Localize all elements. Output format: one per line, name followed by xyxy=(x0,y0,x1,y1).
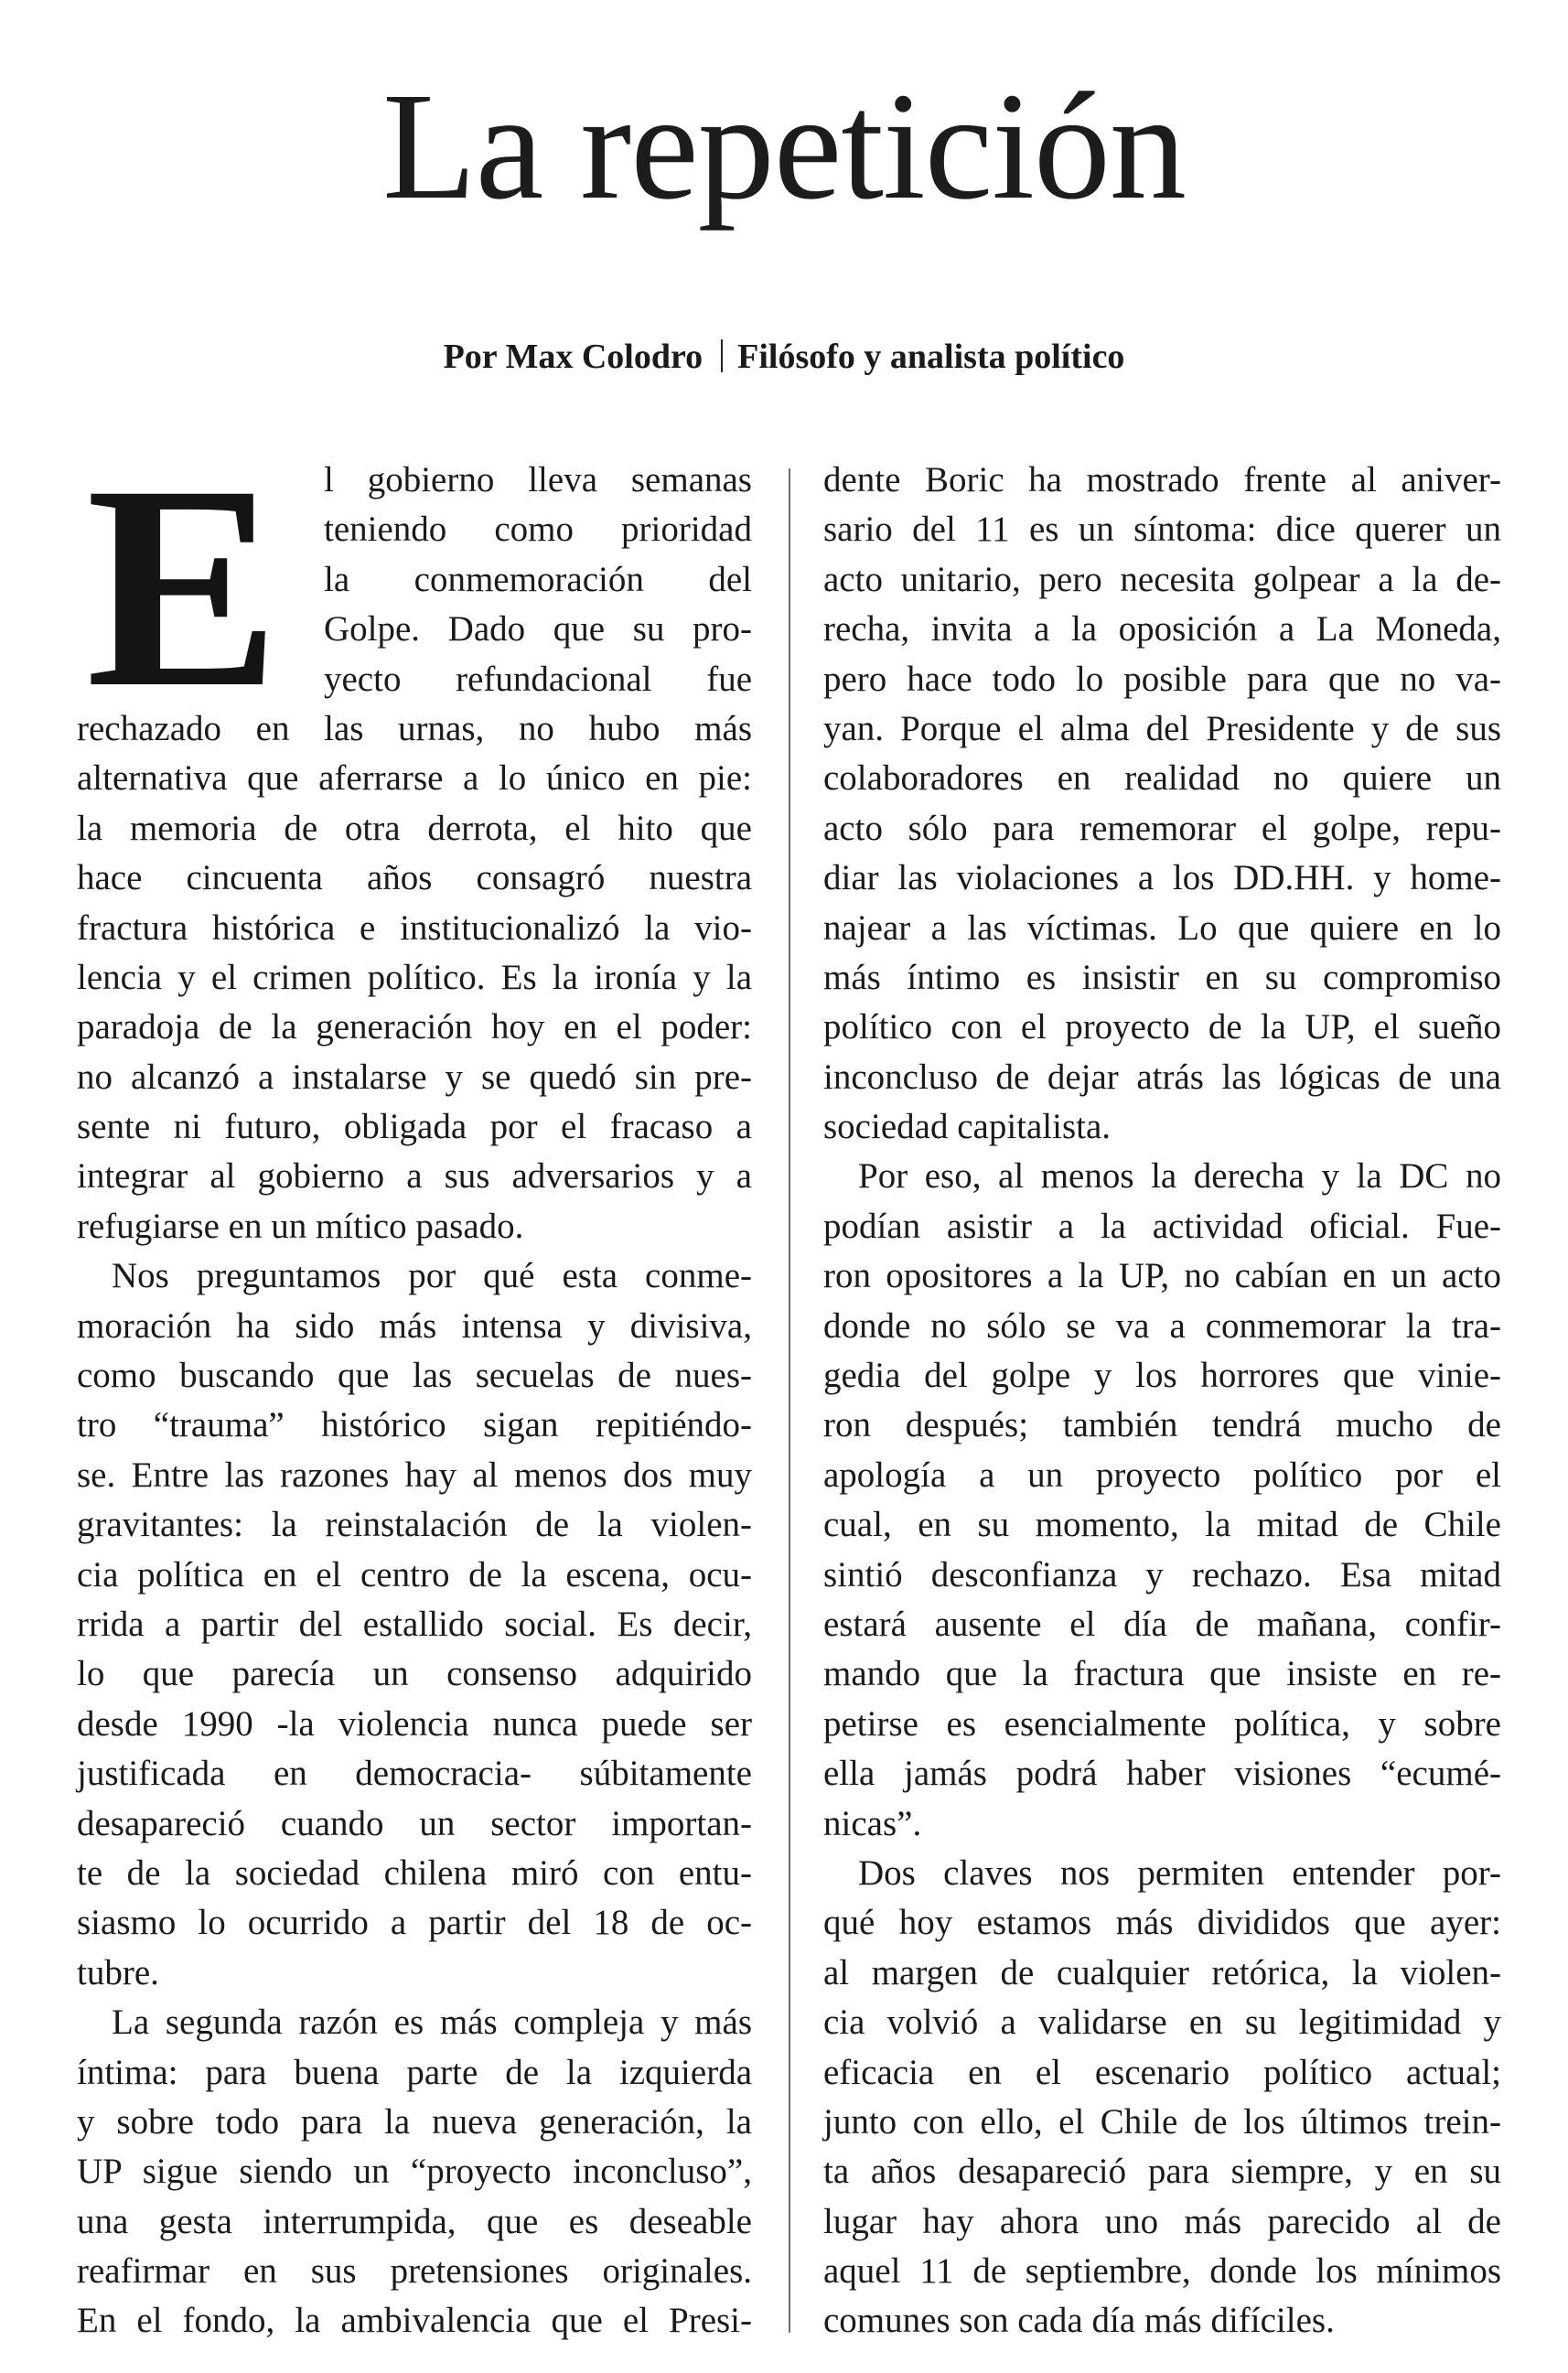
article-column-left xyxy=(77,425,752,2346)
text-line: donde no sólo se va a conmemorar la tra- xyxy=(823,1305,1501,1346)
text-line: cia política en el centro de la escena, ocu- xyxy=(77,1554,752,1595)
text-line: acto sólo para rememorar el golpe, repu- xyxy=(823,808,1501,848)
text-line: gravitantes: la reinstalación de la violen- xyxy=(77,1505,752,1545)
text-line: paradoja de la generación hoy en el poder: xyxy=(77,1007,752,1047)
text-line: petirse es esencialmente política, y sobre xyxy=(823,1703,1501,1744)
text-line: najear a las víctimas. Lo que quiere en lo xyxy=(823,907,1501,948)
text-line: ron después; también tendrá mucho de xyxy=(823,1405,1501,1445)
text-line: sociedad capitalista. xyxy=(823,1107,1112,1147)
text-line: y sobre todo para la nueva generación, la xyxy=(77,2101,752,2142)
text-line: más íntimo es insistir en su compromiso xyxy=(823,957,1501,997)
text-line: moración ha sido más intensa y divisiva, xyxy=(77,1305,752,1346)
text-line: refugiarse en un mítico pasado. xyxy=(77,1206,524,1246)
text-line: la conmemoración del xyxy=(324,559,752,599)
text-line: ta años desapareció para siempre, y en su xyxy=(823,2152,1501,2192)
text-line: rechazado en las urnas, no hubo más xyxy=(77,708,752,748)
column-divider xyxy=(789,468,790,2333)
text-line: desapareció cuando un sector importan- xyxy=(77,1803,752,1843)
text-line: alternativa que aferrarse a lo único en pie: xyxy=(77,758,752,799)
text-line: se. Entre las razones hay al menos dos muy xyxy=(77,1455,752,1495)
text-line: tubre. xyxy=(77,1952,159,1992)
text-line: no alcanzó a instalarse y se quedó sin pre- xyxy=(77,1057,752,1097)
text-line: una gesta interrumpida, que es deseable xyxy=(77,2201,752,2241)
text-line: UP sigue siendo un “proyecto inconcluso”, xyxy=(77,2152,752,2192)
text-line: la memoria de otra derrota, el hito que xyxy=(77,808,752,848)
text-line: sente ni futuro, obligada por el fracaso a xyxy=(77,1107,752,1147)
text-line: yecto refundacional fue xyxy=(324,659,752,699)
text-line: junto con ello, el Chile de los últimos trein- xyxy=(823,2101,1501,2142)
byline-role: Filósofo y analista político xyxy=(737,338,1125,376)
text-line: cual, en su momento, la mitad de Chile xyxy=(823,1505,1501,1545)
text-line: diar las violaciones a los DD.HH. y home- xyxy=(823,858,1501,898)
text-line: nicas”. xyxy=(823,1803,922,1843)
text-line: recha, invita a la oposición a La Moneda, xyxy=(823,609,1501,650)
text-line: colaboradores en realidad no quiere un xyxy=(823,758,1501,799)
text-line: te de la sociedad chilena miró con entu- xyxy=(77,1852,752,1893)
text-line: lugar hay ahora uno más parecido al de xyxy=(823,2201,1501,2241)
text-line: Nos preguntamos por qué esta conme- xyxy=(112,1256,752,1296)
byline xyxy=(0,329,1568,384)
text-line: yan. Porque el alma del Presidente y de sus xyxy=(823,708,1501,748)
text-line: rrida a partir del estallido social. Es decir, xyxy=(77,1604,752,1644)
text-line: gedia del golpe y los horrores que vinie- xyxy=(823,1356,1501,1396)
text-line: político con el proyecto de la UP, el sueño xyxy=(823,1007,1501,1047)
text-line: sario del 11 es un síntoma: dice querer un xyxy=(823,510,1501,550)
article-column-right xyxy=(823,456,1501,2346)
text-line: reafirmar en sus pretensiones originales. xyxy=(77,2251,752,2292)
text-line: eficacia en el escenario político actual; xyxy=(823,2052,1501,2092)
text-line: Golpe. Dado que su pro- xyxy=(324,609,752,650)
text-line: aquel 11 de septiembre, donde los mínimos xyxy=(823,2251,1501,2292)
text-line: hace cincuenta años consagró nuestra xyxy=(77,858,752,898)
text-line: Dos claves nos permiten entender por- xyxy=(858,1852,1501,1893)
text-line: La segunda razón es más compleja y más xyxy=(112,2003,752,2043)
text-line: teniendo como prioridad xyxy=(324,510,752,550)
text-line: mando que la fractura que insiste en re- xyxy=(823,1654,1501,1694)
text-line: siasmo lo ocurrido a partir del 18 de oc- xyxy=(77,1903,752,1943)
text-line: como buscando que las secuelas de nues- xyxy=(77,1356,752,1396)
text-line: cia volvió a validarse en su legitimidad y xyxy=(823,2003,1501,2043)
text-line: sintió desconfianza y rechazo. Esa mitad xyxy=(823,1554,1501,1595)
drop-cap: E xyxy=(86,425,281,747)
text-line: l gobierno lleva semanas xyxy=(324,460,752,499)
text-line: comunes son cada día más difíciles. xyxy=(823,2301,1335,2341)
text-line: ella jamás podrá haber visiones “ecumé- xyxy=(823,1754,1501,1794)
text-line: justificada en democracia- súbitamente xyxy=(77,1754,752,1794)
text-line: Por eso, al menos la derecha y la DC no xyxy=(858,1156,1501,1197)
text-line: apología a un proyecto político por el xyxy=(823,1455,1501,1495)
text-line: lo que parecía un consenso adquirido xyxy=(77,1654,752,1694)
text-line: ron opositores a la UP, no cabían en un acto xyxy=(823,1256,1501,1296)
text-line: integrar al gobierno a sus adversarios y a xyxy=(77,1156,752,1197)
text-line: acto unitario, pero necesita golpear a la de- xyxy=(823,559,1501,599)
text-line: íntima: para buena parte de la izquierda xyxy=(77,2052,752,2092)
text-line: En el fondo, la ambivalencia que el Presi- xyxy=(77,2301,752,2341)
text-line: inconcluso de dejar atrás las lógicas de una xyxy=(823,1057,1501,1097)
text-line: desde 1990 -la violencia nunca puede ser xyxy=(77,1703,752,1744)
text-line: al margen de cualquier retórica, la violen- xyxy=(823,1952,1501,1992)
text-line: pero hace todo lo posible para que no va- xyxy=(823,659,1501,699)
text-line: podían asistir a la actividad oficial. Fue- xyxy=(823,1206,1501,1246)
text-line: lencia y el crimen político. Es la ironía y la xyxy=(77,957,752,997)
text-line: estará ausente el día de mañana, confir- xyxy=(823,1604,1501,1644)
text-line: tro “trauma” histórico sigan repitiéndo- xyxy=(77,1405,752,1445)
text-line: dente Boric ha mostrado frente al aniver- xyxy=(823,460,1501,499)
text-line: fractura histórica e institucionalizó la vio- xyxy=(77,907,752,948)
text-line: qué hoy estamos más divididos que ayer: xyxy=(823,1903,1501,1943)
byline-author: Por Max Colodro xyxy=(443,338,703,376)
article-title: La repetición xyxy=(382,61,1186,231)
byline-separator xyxy=(721,339,723,372)
